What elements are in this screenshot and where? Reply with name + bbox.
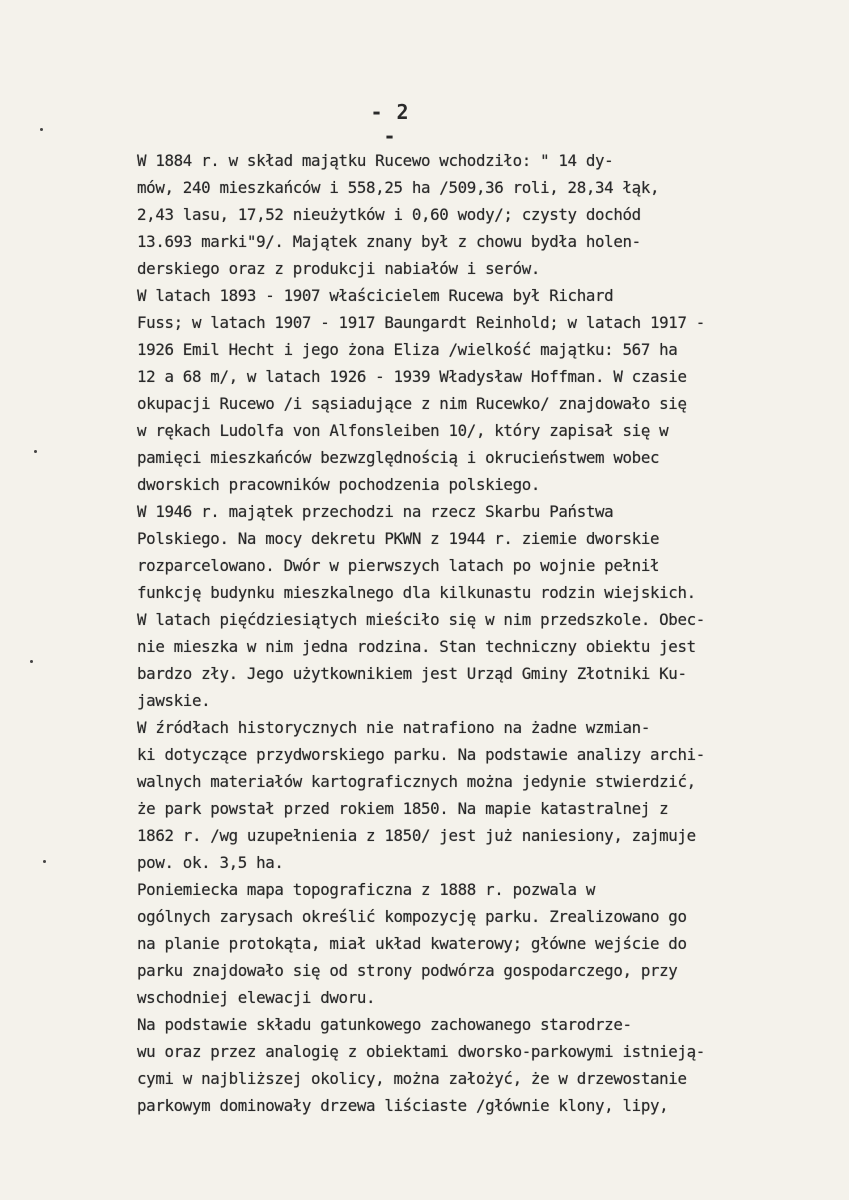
text-line: na planie protokąta, miał układ kwaterowy; główne wejście do xyxy=(137,934,687,953)
text-line: W latach pięćdziesiątych mieściło się w nim przedszkole. Obec- xyxy=(137,610,705,629)
text-line: 12 a 68 m/, w latach 1926 - 1939 Władysław Hoffman. W czasie xyxy=(137,367,687,386)
text-line: W latach 1893 - 1907 właścicielem Rucewa był Richard xyxy=(137,286,614,305)
body-text xyxy=(137,147,777,1119)
text-line: 13.693 marki"9/. Majątek znany był z chowu bydła holen- xyxy=(137,232,641,251)
text-line: W źródłach historycznych nie natrafiono na żadne wzmian- xyxy=(137,718,650,737)
text-line: 1926 Emil Hecht i jego żona Eliza /wielkość majątku: 567 ha xyxy=(137,340,678,359)
text-line: ogólnych zarysach określić kompozycję parku. Zrealizowano go xyxy=(137,907,687,926)
text-line: 2,43 lasu, 17,52 nieużytków i 0,60 wody/; czysty dochód xyxy=(137,205,641,224)
scan-speck xyxy=(43,860,46,863)
text-line: parkowym dominowały drzewa liściaste /głównie klony, lipy, xyxy=(137,1096,669,1115)
text-line: Poniemiecka mapa topograficzna z 1888 r. pozwala w xyxy=(137,880,596,899)
text-line: Polskiego. Na mocy dekretu PKWN z 1944 r. ziemie dworskie xyxy=(137,529,660,548)
text-line: W 1946 r. majątek przechodzi na rzecz Skarbu Państwa xyxy=(137,502,614,521)
text-line: Na podstawie składu gatunkowego zachowanego starodrze- xyxy=(137,1015,632,1034)
text-line: mów, 240 mieszkańców i 558,25 ha /509,36 roli, 28,34 łąk, xyxy=(137,178,660,197)
text-line: derskiego oraz z produkcji nabiałów i serów. xyxy=(137,259,541,278)
text-line: parku znajdowało się od strony podwórza gospodarczego, przy xyxy=(137,961,678,980)
scan-speck xyxy=(30,660,33,663)
scan-speck xyxy=(40,128,43,131)
text-line: pamięci mieszkańców bezwzględnością i okrucieństwem wobec xyxy=(137,448,660,467)
text-line: W 1884 r. w skład majątku Rucewo wchodziło: " 14 dy- xyxy=(137,151,614,170)
text-line: pow. ok. 3,5 ha. xyxy=(137,853,284,872)
text-line: walnych materiałów kartograficznych można jedynie stwierdzić, xyxy=(137,772,696,791)
text-line: 1862 r. /wg uzupełnienia z 1850/ jest już naniesiony, zajmuje xyxy=(137,826,696,845)
text-line: cymi w najbliższej okolicy, można założyć, że w drzewostanie xyxy=(137,1069,687,1088)
text-line: bardzo zły. Jego użytkownikiem jest Urząd Gminy Złotniki Ku- xyxy=(137,664,687,683)
text-line: funkcję budynku mieszkalnego dla kilkunastu rodzin wiejskich. xyxy=(137,583,696,602)
text-line: ki dotyczące przydworskiego parku. Na podstawie analizy archi- xyxy=(137,745,705,764)
text-line: okupacji Rucewo /i sąsiadujące z nim Rucewko/ znajdowało się xyxy=(137,394,687,413)
text-line: w rękach Ludolfa von Alfonsleiben 10/, który zapisał się w xyxy=(137,421,669,440)
text-line: wschodniej elewacji dworu. xyxy=(137,988,376,1007)
text-line: dworskich pracowników pochodzenia polskiego. xyxy=(137,475,541,494)
text-line: jawskie. xyxy=(137,691,211,710)
text-line: Fuss; w latach 1907 - 1917 Baungardt Reinhold; w latach 1917 - xyxy=(137,313,705,332)
text-line: że park powstał przed rokiem 1850. Na mapie katastralnej z xyxy=(137,799,669,818)
text-line: wu oraz przez analogię z obiektami dworsko-parkowymi istnieją- xyxy=(137,1042,705,1061)
scan-speck xyxy=(34,450,37,453)
text-line: nie mieszka w nim jedna rodzina. Stan techniczny obiektu jest xyxy=(137,637,696,656)
text-line: rozparcelowano. Dwór w pierwszych latach po wojnie pełnił xyxy=(137,556,660,575)
page-number: - 2 - xyxy=(370,100,410,148)
